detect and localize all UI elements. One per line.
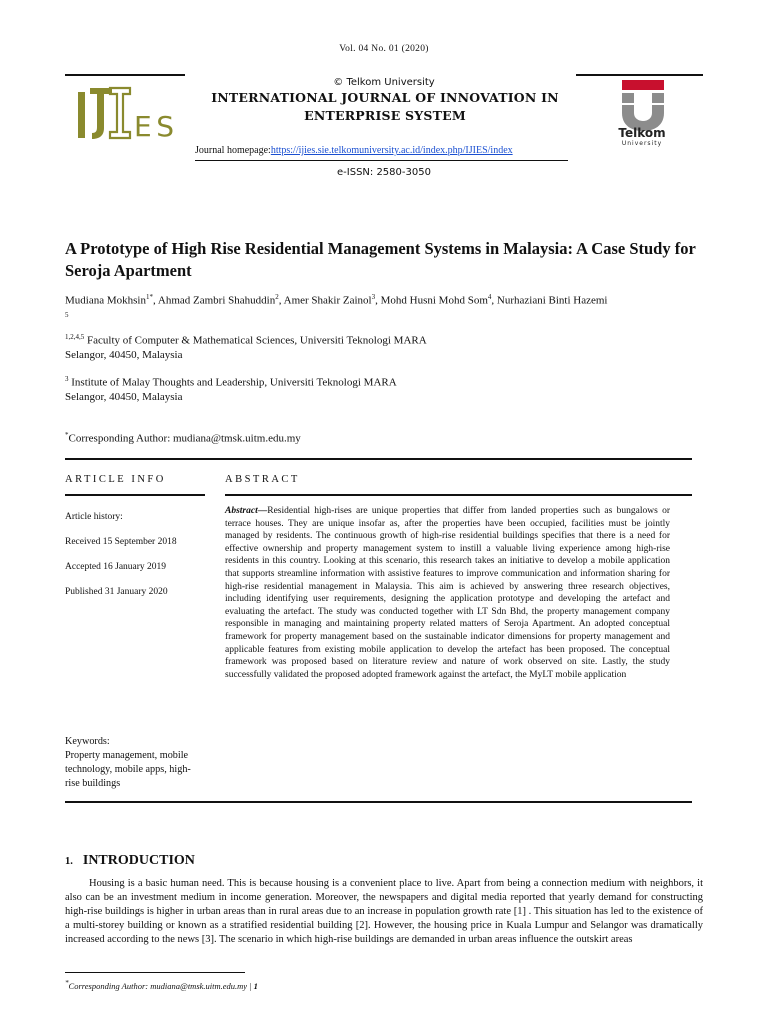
footer-sup: *: [65, 979, 69, 987]
abstract-body: [225, 505, 670, 681]
author-2-sup: 2: [275, 293, 279, 301]
accepted-date: Accepted 16 January 2019: [65, 562, 167, 572]
author-3: Amer Shakir Zainol: [283, 294, 372, 307]
author-1-sup: 1*: [145, 293, 153, 301]
article-history-label: Article history:: [65, 512, 123, 522]
author-4-sup: 4: [487, 293, 492, 301]
telkom-university-logo: [612, 78, 672, 150]
issn: e-ISSN: 2580-3050: [337, 167, 431, 178]
abstract-lead: Abstract—: [225, 506, 268, 516]
corresponding-text: Corresponding Author: mudiana@tmsk.uitm.edu.my: [68, 432, 301, 445]
ijies-logo-text: ES: [134, 110, 174, 143]
header-rule-right: [576, 74, 703, 76]
author-1: Mudiana Mokhsin: [65, 294, 146, 307]
header-rule-left: [65, 74, 185, 76]
section-number: 1.: [65, 856, 73, 867]
published-date: Published 31 January 2020: [65, 587, 168, 597]
keywords: [65, 735, 205, 791]
affiliation-1-line2: Selangor, 40450, Malaysia: [65, 349, 183, 362]
corresponding-sup: *: [65, 431, 69, 439]
introduction-text: Housing is a basic human need. This is because housing is a convenient place to live. Apart from being a connection medium with neighbors, it also can be an investment medium in income generation. Moreover, the newspapers and digital media reported that yearly demand for constructing high-rise buildings is higher in urban areas than in rural areas due to an increase in population growth rate [1] . This situation has led to the existence of a multi-storey building or known as a stratified residential building [2]. However, the housing price in Kuala Lumpur and Selangor was dramatically increased according to the news [3]. The scenario in which high-rise buildings are demanded in urban areas influence the outskirt areas: [65, 878, 703, 945]
homepage-link[interactable]: https://ijies.sie.telkomuniversity.ac.id/index.php/IJIES/index: [270, 145, 513, 156]
journal-homepage: [195, 145, 513, 156]
keywords-list: Property management, mobile technology, mobile apps, high-rise buildings: [65, 750, 191, 789]
affiliation-2-sup: 3: [65, 375, 69, 383]
volume-label: Vol. 04 No. 01 (2020): [339, 44, 429, 54]
abstract-text: Residential high-rises are unique properties that differ from landed properties such as bungalows or terrace houses. They are unique insofar as, after the properties have been occupied, facilities must be jointly managed by residents. The continuous growth of high-rise residential buildings specifies that there is a need for effective ownership and property management system to instill a valuable living experience among high-rise residents in this country. Looking at this scenario, this research takes an initiative to develop a mobile application that supports streamline information with assistive features to improve communication and information sharing for high-rise residential management in Malaysia. This aim is achieved by answering three research objectives, including identifying user requirements, designing the application prototype and developing the artefact and evaluating the artefact. The study was conducted together with LT Sdn Bhd, the property management company responsible in managing and maintaining property related matters of Seroja Apartment. An adopted conceptual framework for property management based on the sustainable indicator dimensions for property management and applicable features from existing mobile application to develop the artefact has been proposed. The conceptual framework was proposed based on literature review and nature of work observed on site. Lastly, the study successfully validated the proposed adopted framework against the artefact, the MyLT mobile application: [225, 506, 670, 680]
footer: *Corresponding Author: mudiana@tmsk.uitm.edu.my | 1: [65, 979, 258, 991]
ijies-logo: [70, 80, 180, 145]
telkom-logo-text: Telkom: [618, 126, 666, 140]
affiliation-2-line2: Selangor, 40450, Malaysia: [65, 391, 183, 404]
affiliation-1-line1: Faculty of Computer & Mathematical Sciences, Universiti Teknologi MARA: [87, 334, 427, 347]
section-title: INTRODUCTION: [82, 853, 195, 868]
author-3-sup: 3: [371, 293, 376, 301]
homepage-label: Journal homepage:: [195, 145, 271, 156]
copyright: © Telkom University: [333, 77, 435, 88]
article-info-heading: ARTICLE INFO: [65, 474, 166, 485]
affiliation-1: [65, 330, 427, 363]
author-5: Nurhaziani Binti Hazemi: [496, 294, 608, 307]
homepage-underline: [195, 160, 568, 161]
page-number: 1: [253, 980, 258, 991]
abstract-heading: ABSTRACT: [225, 474, 300, 485]
info-top-rule: [65, 458, 692, 460]
author-list: Mudiana Mokhsin$^{1*}$, Ahmad Zambri Shahuddin$^2$, Amer Shakir Zainol$^3$, Mohd Husni Mohd Som$^4$, Nurhaziani Binti Hazemi $^5$: [65, 293, 608, 319]
affiliation-2-line1: Institute of Malay Thoughts and Leadership, Universiti Teknologi MARA: [71, 376, 397, 389]
author-5-sup: 5: [65, 310, 69, 319]
info-bottom-rule: [65, 801, 692, 803]
footer-text: Corresponding Author: mudiana@tmsk.uitm.edu.my: [68, 980, 248, 991]
article-info-rule: [65, 494, 205, 496]
affiliation-1-sup: 1,2,4,5: [65, 333, 85, 341]
received-date: Received 15 September 2018: [65, 537, 177, 547]
paper-title: A Prototype of High Rise Residential Management Systems in Malaysia: A Case Study for Seroja Apartment: [65, 239, 696, 280]
abstract-rule: [225, 494, 692, 496]
footer-rule: [65, 972, 245, 973]
telkom-logo-subtext: University: [621, 140, 663, 147]
journal-title: INTERNATIONAL JOURNAL OF INNOVATION IN ENTERPRISE SYSTEM: [211, 90, 559, 123]
keywords-label: Keywords:: [65, 736, 110, 747]
author-4: Mohd Husni Mohd Som: [380, 294, 488, 307]
author-2: Ahmad Zambri Shahuddin: [157, 294, 276, 307]
section-heading-introduction: [65, 853, 195, 869]
corresponding-author: [65, 428, 301, 446]
affiliation-2: [65, 372, 397, 405]
